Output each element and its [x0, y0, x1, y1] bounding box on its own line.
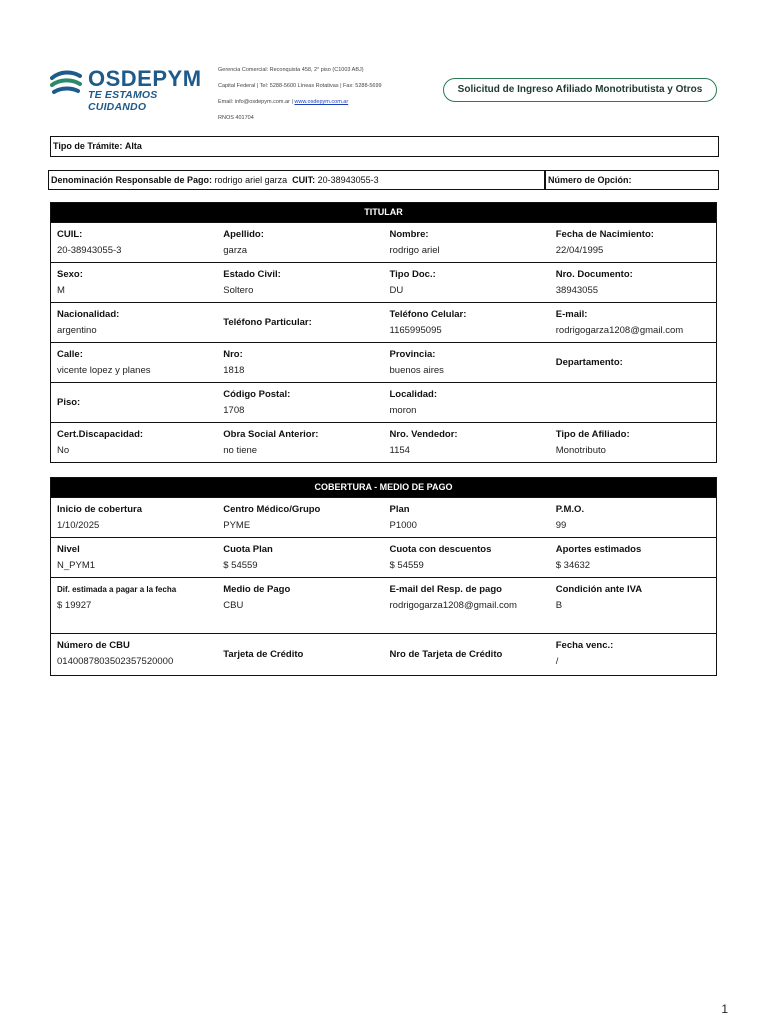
field-label: Nro:: [223, 349, 243, 360]
brand-name: OSDEPYM: [88, 66, 202, 91]
contact-rnos: RNOS 401704: [218, 115, 254, 121]
cobertura-field: [550, 498, 716, 537]
titular-section: [50, 202, 717, 463]
contact-info: [218, 62, 382, 126]
field-value: P1000: [389, 520, 417, 531]
titular-field: [550, 223, 716, 262]
titular-field: [51, 303, 217, 342]
titular-row: [51, 422, 716, 462]
tramite-box: [50, 136, 719, 157]
field-label: Calle:: [57, 349, 83, 360]
titular-field: [384, 303, 550, 342]
field-value: $ 54559: [389, 560, 424, 571]
field-label: Teléfono Particular:: [223, 316, 312, 328]
field-value: B: [555, 600, 563, 611]
field-label: Inicio de cobertura: [57, 504, 142, 515]
field-label: Fecha de Nacimiento:: [555, 229, 654, 240]
field-label: CUIL:: [57, 229, 83, 240]
titular-field: [550, 263, 716, 302]
field-value: garza: [223, 245, 248, 256]
field-value: 1818: [223, 365, 245, 376]
tramite-value: Alta: [124, 141, 142, 151]
field-label: Nombre:: [389, 229, 429, 240]
titular-field: [550, 343, 716, 382]
field-label: Teléfono Celular:: [389, 309, 467, 320]
field-label: Código Postal:: [223, 389, 291, 400]
titular-field: [384, 383, 550, 422]
field-label: Piso:: [57, 396, 81, 408]
field-value: buenos aires: [389, 365, 444, 376]
cobertura-field: [384, 538, 550, 577]
titular-row: [51, 382, 716, 422]
titular-field: [51, 263, 217, 302]
field-label: E-mail:: [555, 309, 588, 320]
field-label: Cuota con descuentos: [389, 544, 492, 555]
field-label: Sexo:: [57, 269, 83, 280]
cobertura-row: [51, 577, 716, 633]
titular-field: [217, 343, 383, 382]
field-label: Apellido:: [223, 229, 264, 240]
field-label: Nro de Tarjeta de Crédito: [389, 648, 503, 660]
responsable-value: rodrigo ariel garza: [214, 175, 288, 185]
field-value: Soltero: [223, 285, 254, 296]
form-title: Solicitud de Ingreso Afiliado Monotributista y Otros: [443, 78, 717, 102]
opcion-label: Número de Opción:: [548, 175, 632, 185]
cobertura-row: [51, 497, 716, 537]
field-label: Medio de Pago: [223, 584, 291, 595]
cobertura-field: [217, 634, 383, 675]
field-value: rodrigogarza1208@gmail.com: [389, 600, 517, 611]
field-value: moron: [389, 405, 417, 416]
field-value: 1708: [223, 405, 245, 416]
cobertura-row: [51, 633, 716, 675]
titular-field: [217, 223, 383, 262]
field-value: 99: [555, 520, 567, 531]
field-value: 22/04/1995: [555, 245, 604, 256]
field-value: 1154: [389, 445, 410, 456]
logo-waves-icon: [50, 69, 82, 99]
field-label: Nro. Vendedor:: [389, 429, 458, 440]
field-label: P.M.O.: [555, 504, 585, 515]
page-number: 1: [721, 1002, 728, 1016]
field-label: Aportes estimados: [555, 544, 642, 555]
field-label: Tipo de Afiliado:: [555, 429, 630, 440]
contact-email: [218, 94, 382, 110]
contact-phones: Capital Federal | Tel: 5288-5600 Líneas Rotativas | Fax: 5288-5699: [218, 83, 382, 89]
field-label: Número de CBU: [57, 640, 130, 651]
cobertura-field: [550, 538, 716, 577]
field-value: vicente lopez y planes: [57, 365, 151, 376]
field-value: 1165995095: [389, 325, 442, 336]
cobertura-field: [217, 538, 383, 577]
field-value: 1/10/2025: [57, 520, 100, 531]
field-label: Cert.Discapacidad:: [57, 429, 144, 440]
titular-field: [384, 343, 550, 382]
field-label: E-mail del Resp. de pago: [389, 584, 502, 595]
titular-field: [217, 303, 383, 342]
titular-field: [384, 263, 550, 302]
titular-field: [550, 423, 716, 462]
titular-header: TITULAR: [51, 203, 716, 222]
brand-tagline: TE ESTAMOS CUIDANDO: [88, 89, 158, 113]
field-label: Dif. estimada a pagar a la fecha: [57, 585, 177, 594]
field-value: 0140087803502357520000: [57, 656, 174, 667]
cobertura-field: [550, 634, 716, 675]
cobertura-row: [51, 537, 716, 577]
contact-address: Gerencia Comercial: Reconquista 458, 2° piso (C1003 ABJ): [218, 67, 364, 73]
field-label: Plan: [389, 504, 410, 515]
cobertura-field: [51, 634, 217, 675]
cobertura-field: [51, 498, 217, 537]
titular-field: [217, 263, 383, 302]
cobertura-field: [51, 578, 217, 633]
cuit-label: CUIT:: [292, 175, 316, 185]
cobertura-header: COBERTURA - MEDIO DE PAGO: [51, 478, 716, 497]
titular-field: [51, 383, 217, 422]
field-label: Estado Civil:: [223, 269, 281, 280]
cobertura-field: [384, 498, 550, 537]
website-link[interactable]: www.osdepym.com.ar: [294, 99, 349, 105]
field-value: CBU: [223, 600, 244, 611]
titular-field: [51, 343, 217, 382]
cobertura-section: [50, 477, 717, 676]
cobertura-field: [384, 634, 550, 675]
field-label: Nacionalidad:: [57, 309, 120, 320]
cobertura-field: [217, 578, 383, 633]
cuit-value: 20-38943055-3: [317, 175, 379, 185]
field-value: /: [555, 656, 559, 667]
cobertura-field: [51, 538, 217, 577]
field-value: rodrigogarza1208@gmail.com: [555, 325, 684, 336]
field-label: Condición ante IVA: [555, 584, 643, 595]
field-label: Nivel: [57, 544, 80, 555]
field-value: PYME: [223, 520, 251, 531]
field-value: No: [57, 445, 70, 456]
titular-field: [384, 423, 550, 462]
field-label: Tarjeta de Crédito: [223, 648, 304, 660]
field-value: M: [57, 285, 65, 296]
field-label: Cuota Plan: [223, 544, 273, 555]
titular-row: [51, 302, 716, 342]
field-value: Monotributo: [555, 445, 606, 456]
titular-field: [217, 383, 383, 422]
field-label: Obra Social Anterior:: [223, 429, 319, 440]
cobertura-field: [217, 498, 383, 537]
titular-row: [51, 342, 716, 382]
field-value: $ 19927: [57, 600, 92, 611]
field-label: Nro. Documento:: [555, 269, 633, 280]
field-label: Centro Médico/Grupo: [223, 504, 321, 515]
field-label: Provincia:: [389, 349, 436, 360]
field-value: no tiene: [223, 445, 258, 456]
opcion-box: [545, 170, 719, 190]
titular-field: [550, 383, 716, 422]
cobertura-field: [550, 578, 716, 633]
titular-row: [51, 262, 716, 302]
responsable-box: [48, 170, 545, 190]
titular-field: [550, 303, 716, 342]
contact-email-text: Email: info@osdepym.com.ar |: [218, 99, 295, 105]
responsable-label: Denominación Responsable de Pago:: [51, 175, 213, 185]
field-value: DU: [389, 285, 404, 296]
titular-field: [51, 223, 217, 262]
tramite-label: Tipo de Trámite:: [53, 141, 123, 151]
titular-field: [217, 423, 383, 462]
field-value: argentino: [57, 325, 97, 336]
field-value: $ 54559: [223, 560, 258, 571]
field-label: Fecha venc.:: [555, 640, 614, 651]
field-value: 20-38943055-3: [57, 245, 122, 256]
field-value: rodrigo ariel: [389, 245, 440, 256]
titular-row: [51, 222, 716, 262]
titular-field: [51, 423, 217, 462]
field-value: $ 34632: [555, 560, 591, 571]
cobertura-field: [384, 578, 550, 633]
field-label: Tipo Doc.:: [389, 269, 436, 280]
osdepym-logo: [50, 66, 215, 113]
field-label: Localidad:: [389, 389, 438, 400]
field-value: N_PYM1: [57, 560, 96, 571]
field-value: 38943055: [555, 285, 599, 296]
titular-field: [384, 223, 550, 262]
field-label: Departamento:: [555, 356, 623, 368]
